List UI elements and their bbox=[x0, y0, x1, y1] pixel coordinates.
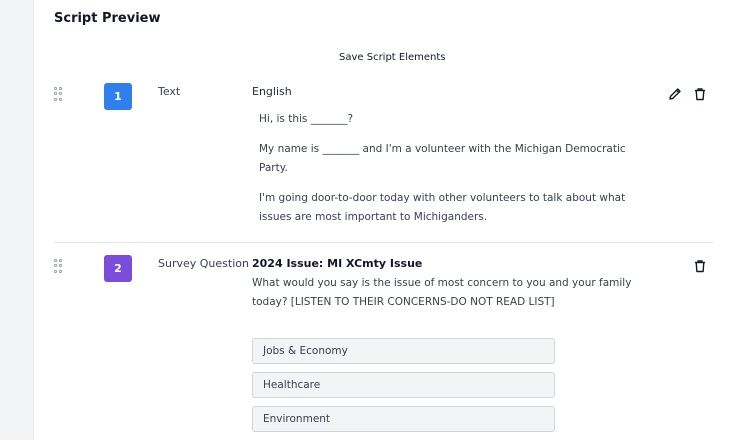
answer-option[interactable]: Healthcare bbox=[252, 372, 555, 398]
script-paragraph: My name is _______ and I'm a volunteer with the Michigan Democratic Party. bbox=[259, 143, 626, 174]
trash-icon[interactable] bbox=[692, 86, 708, 102]
script-preview-panel bbox=[33, 0, 742, 440]
save-script-elements-button[interactable]: Save Script Elements bbox=[339, 52, 446, 63]
element-number-badge: 2 bbox=[104, 255, 132, 282]
script-paragraph: Hi, is this _______? bbox=[259, 113, 354, 125]
trash-icon[interactable] bbox=[692, 258, 708, 274]
language-label: English bbox=[252, 85, 292, 98]
drag-handle-icon[interactable] bbox=[54, 259, 64, 273]
element-content bbox=[252, 85, 652, 238]
answer-options-list bbox=[252, 338, 652, 432]
question-text: What would you say is the issue of most concern to you and your family today? [LISTEN TO THEIR CONCERNS-DO NOT READ LIST] bbox=[252, 277, 632, 308]
script-element-row bbox=[54, 255, 713, 440]
answer-option[interactable]: Jobs & Economy bbox=[252, 338, 555, 364]
script-element-row bbox=[54, 83, 713, 243]
element-type-label: Survey Question bbox=[158, 257, 249, 270]
answer-option[interactable]: Environment bbox=[252, 406, 555, 432]
pencil-icon[interactable] bbox=[667, 86, 683, 102]
element-content bbox=[252, 257, 652, 440]
page-title: Script Preview bbox=[54, 11, 161, 26]
script-paragraph: I'm going door-to-door today with other volunteers to talk about what issues are most important to Michiganders. bbox=[259, 192, 626, 223]
element-number-badge: 1 bbox=[104, 83, 132, 110]
question-title: 2024 Issue: MI XCmty Issue bbox=[252, 257, 423, 270]
drag-handle-icon[interactable] bbox=[54, 87, 64, 101]
element-type-label: Text bbox=[158, 85, 181, 98]
